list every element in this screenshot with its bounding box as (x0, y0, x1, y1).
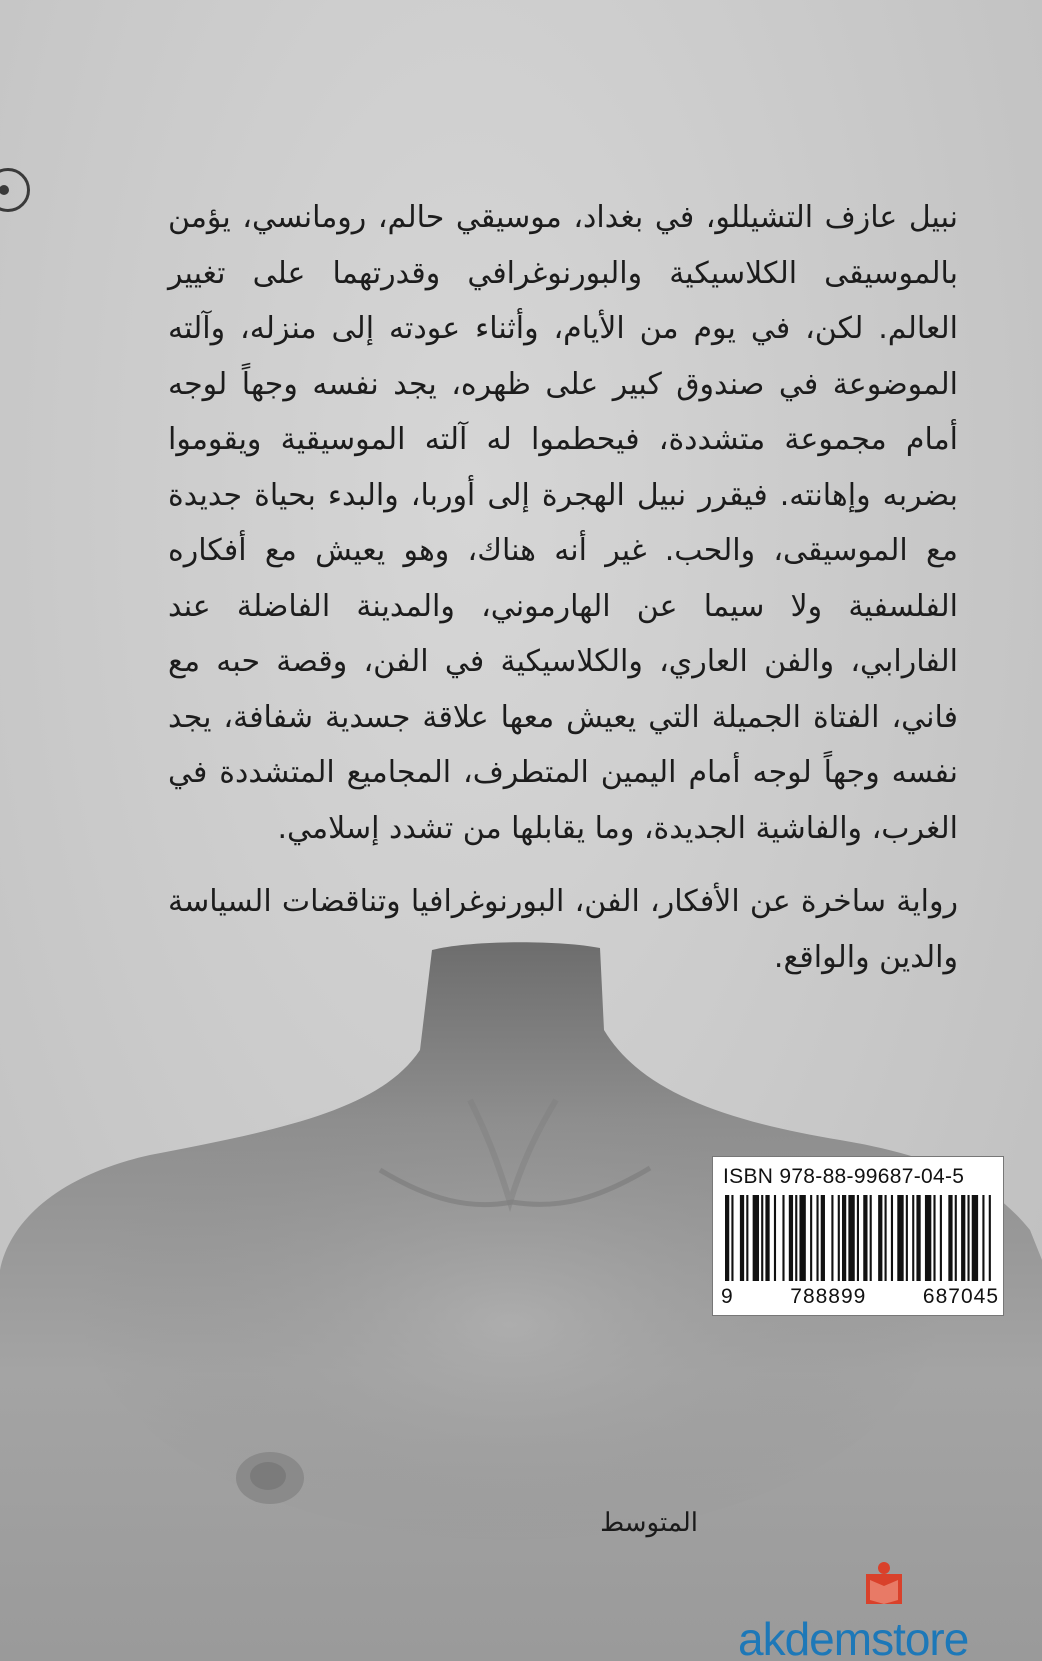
barcode-bar-26 (906, 1195, 908, 1281)
barcode-bar-9 (789, 1195, 793, 1281)
store-watermark (738, 1606, 968, 1661)
barcode-bar-4 (753, 1195, 759, 1281)
barcode-bar-37 (982, 1195, 984, 1281)
barcode-bar-23 (885, 1195, 887, 1281)
ean-digit-group-right: 687045 (922, 1285, 999, 1308)
isbn-label: ISBN 978-88-99687-04-5 (723, 1165, 965, 1188)
barcode-bar-0 (725, 1195, 729, 1281)
barcode-bar-3 (746, 1195, 748, 1281)
barcode-bar-14 (821, 1195, 825, 1281)
ean-digits (721, 1285, 999, 1309)
barcode-bar-20 (863, 1195, 867, 1281)
barcode-bar-1 (731, 1195, 733, 1281)
ean-digit-group-left: 788899 (790, 1285, 867, 1308)
blurb-paragraph-2: رواية ساخرة عن الأفكار، الفن، البورنوغرافيا وتناقضات السياسة والدين والواقع. (168, 884, 958, 975)
barcode-bar-19 (857, 1195, 859, 1281)
barcode-bar-38 (989, 1195, 991, 1281)
watermark-text: akdemstore (738, 1613, 969, 1661)
barcode-bar-18 (848, 1195, 854, 1281)
barcode-bars (725, 1195, 993, 1281)
barcode-bar-28 (916, 1195, 920, 1281)
publisher-logo-text: المتوسط (600, 1508, 698, 1538)
barcode-bar-6 (765, 1195, 769, 1281)
barcode-bar-15 (831, 1195, 833, 1281)
barcode-bar-10 (795, 1195, 797, 1281)
blurb-paragraph-1: نبيل عازف التشيللو، في بغداد، موسيقي حالم، رومانسي، يؤمن بالموسيقى الكلاسيكية والبورنوغرافي وقدرتهما على تغيير العالم. لكن، في يوم من الأيام، وأثناء عودته إلى منزله، وآلته الموضوعة في صندوق كبير على ظهره، يجد نفسه وجهاً لوجه أمام مجموعة متشددة، فيحطموا له آلته الموسيقية ويقوموا بضربه وإهانته. فيقرر نبيل الهجرة إلى أوربا، والبدء بحياة جديدة مع الموسيقى، والحب. غير أنه هناك، وهو يعيش مع أفكاره الفلسفية ولا سيما عن الهارموني، والمدينة الفاضلة عند الفارابي، والفن العاري، والكلاسيكية في الفن، وقصة حبه مع فاني، الفتاة الجميلة التي يعيش معها علاقة جسدية شفافة، يجد نفسه وجهاً لوجه أمام اليمين المتطرف، المجاميع المتشددة في الغرب، والفاشية الجديدة، وما يقابلها من تشدد إسلامي. (168, 200, 958, 846)
ean-digit-lead: 9 (721, 1285, 734, 1308)
barcode-bar-12 (810, 1195, 812, 1281)
barcode-bar-30 (933, 1195, 935, 1281)
barcode-bar-31 (940, 1195, 942, 1281)
publisher-logo (570, 1508, 698, 1548)
spine-circle-icon (0, 168, 30, 212)
barcode-bar-8 (782, 1195, 784, 1281)
barcode-bar-7 (774, 1195, 776, 1281)
barcode-bar-27 (912, 1195, 914, 1281)
barcode-bar-17 (842, 1195, 846, 1281)
barcode-bar-16 (838, 1195, 840, 1281)
barcode-bar-32 (948, 1195, 952, 1281)
barcode-bar-13 (816, 1195, 818, 1281)
barcode-bar-33 (955, 1195, 957, 1281)
barcode-bar-21 (870, 1195, 872, 1281)
barcode-bar-24 (891, 1195, 893, 1281)
isbn-barcode (712, 1156, 1004, 1316)
barcode-bar-35 (967, 1195, 969, 1281)
barcode-bar-36 (972, 1195, 978, 1281)
barcode-bar-29 (925, 1195, 931, 1281)
barcode-bar-34 (961, 1195, 965, 1281)
barcode-bar-5 (761, 1195, 763, 1281)
barcode-bar-2 (740, 1195, 744, 1281)
barcode-bar-11 (799, 1195, 805, 1281)
barcode-bar-22 (878, 1195, 882, 1281)
blurb-text (168, 190, 958, 985)
book-reader-icon (862, 1560, 906, 1606)
barcode-bar-25 (897, 1195, 903, 1281)
